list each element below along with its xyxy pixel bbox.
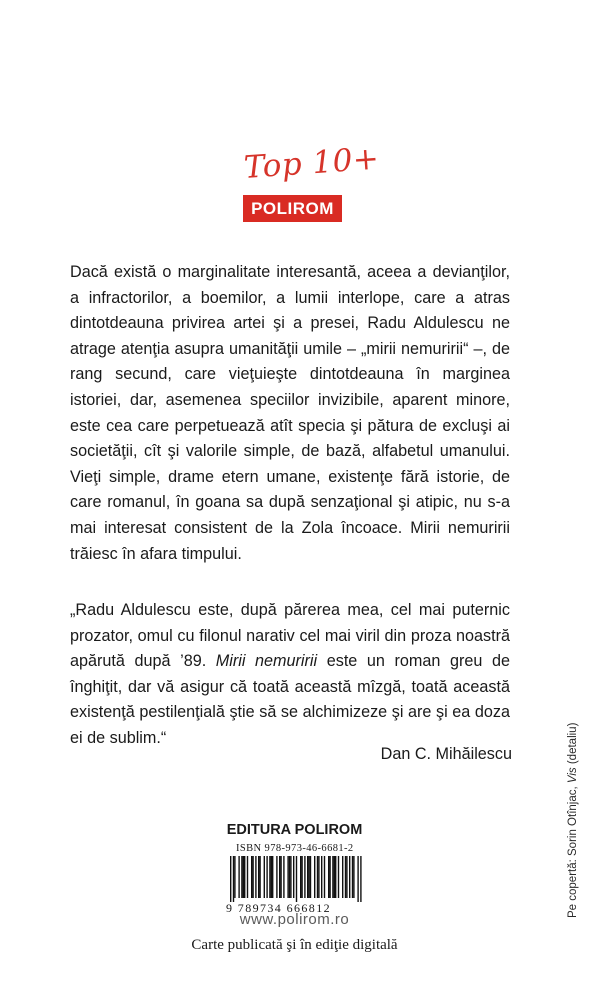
barcode-bar xyxy=(280,856,281,898)
barcode-digits: 9 789734 666812 xyxy=(226,901,331,915)
quote-author: Dan C. Mihăilescu xyxy=(380,745,512,763)
blurb-paragraph: Dacă există o marginalitate interesantă, aceea a devianţilor, a infractorilor, a boemilor, a lumii interlope, care a atras dintotdeauna privirea artei şi a presei, Radu Aldulescu ne atrage atenţia asupra umanităţii umile – „mirii nemuririi“ –, de rang secund, care vieţuieşte dintotdeauna în marginea istoriei, dar, asemenea speciilor invizibile, aparent minore, este cea care perpetuează atît specia şi pătura de excluşi ai societăţii, cît şi valorile simple, de bază, alfabetul umanului. Vieţi simple, drame etern umane, existenţe fără istorie, de care romanul, în goana sa după senzaţional şi atipic, nu s-a mai interesat consistent de la Zola încoace. Mirii nemuririi trăiesc în afara timpului. xyxy=(70,263,510,563)
barcode-bar xyxy=(301,856,302,898)
barcode-bar xyxy=(293,856,294,898)
barcode-bar xyxy=(353,856,354,898)
barcode-bar xyxy=(334,856,335,898)
barcode-bar xyxy=(279,856,280,898)
quote-book-title: Mirii nemuririi xyxy=(215,652,318,671)
barcode-bar xyxy=(321,856,322,898)
barcode-bar xyxy=(338,856,339,898)
cover-credit xyxy=(567,723,579,918)
barcode-bar xyxy=(230,856,231,902)
barcode-bar xyxy=(328,856,329,898)
barcode-bar xyxy=(255,856,256,898)
barcode-bar xyxy=(252,856,253,898)
barcode-bar xyxy=(271,856,272,898)
barcode-bar xyxy=(342,856,343,898)
series-logo: Top 10+ xyxy=(242,140,381,186)
barcode-bar xyxy=(318,856,319,898)
barcode-bar xyxy=(307,856,308,898)
barcode-bar xyxy=(289,856,290,898)
quote-text-after: este un roman greu de înghiţit, dar vă asigur că toată această mîzgă, toată această existenţă pestilenţială ştie să se alchimizeze şi are şi ea doza ei de sublim.“ xyxy=(70,652,510,747)
barcode-bar xyxy=(329,856,330,898)
barcode-bar xyxy=(304,856,305,898)
barcode-bar xyxy=(357,856,358,902)
barcode-bar xyxy=(360,856,361,902)
barcode-bar xyxy=(264,856,265,898)
barcode-bar xyxy=(317,856,318,898)
barcode-bar xyxy=(332,856,333,898)
barcode-bar xyxy=(272,856,273,898)
barcode-bar xyxy=(287,856,288,898)
barcode-bar xyxy=(314,856,315,898)
barcode-bar xyxy=(349,856,350,898)
website-url: www.polirom.ro xyxy=(239,911,350,928)
barcode-bar xyxy=(345,856,346,898)
barcode-bar xyxy=(346,856,347,898)
barcode-block xyxy=(226,843,366,916)
barcode-bar xyxy=(247,856,248,898)
book-blurb xyxy=(70,260,510,567)
credit-prefix: Pe copertă: Sorin Otînjac, xyxy=(567,783,579,918)
barcode-bar xyxy=(300,856,301,898)
barcode-bar xyxy=(233,856,234,902)
quote-text xyxy=(70,598,510,752)
barcode-bar xyxy=(335,856,336,898)
barcode-bar xyxy=(308,856,309,898)
barcode-bar xyxy=(241,856,242,898)
barcode-bar xyxy=(258,856,259,898)
publisher-name: EDITURA POLIROM xyxy=(226,822,363,838)
barcode-bar xyxy=(244,856,245,898)
credit-work: Vis xyxy=(567,767,579,784)
barcode-bar xyxy=(290,856,291,898)
barcode-bar xyxy=(243,856,244,898)
barcode-bar xyxy=(283,856,284,898)
quote-text-before: „Radu Aldulescu este, după părerea mea, cel mai puternic prozator, omul cu filonul narativ cel mai viril din proza noastră apărută după ’89. xyxy=(70,601,510,671)
barcode-bar xyxy=(276,856,277,898)
barcode-bar xyxy=(234,856,235,898)
barcode-bar xyxy=(269,856,270,898)
publisher-logo: POLIROM xyxy=(243,195,342,222)
barcode-bar xyxy=(324,856,325,898)
credit-suffix: (detaliu) xyxy=(567,722,579,768)
digital-edition-note: Carte publicată şi în ediţie digitală xyxy=(191,937,398,953)
barcode-bar xyxy=(310,856,311,898)
barcode-bar xyxy=(352,856,353,898)
barcode-bar xyxy=(251,856,252,898)
review-quote xyxy=(70,598,510,752)
isbn-number: ISBN 978-973-46-6681-2 xyxy=(236,843,354,854)
barcode-bar xyxy=(296,856,297,902)
barcode-bar xyxy=(238,856,239,898)
barcode-bar xyxy=(266,856,267,898)
barcode-bar xyxy=(259,856,260,898)
barcode-icon xyxy=(226,856,366,902)
